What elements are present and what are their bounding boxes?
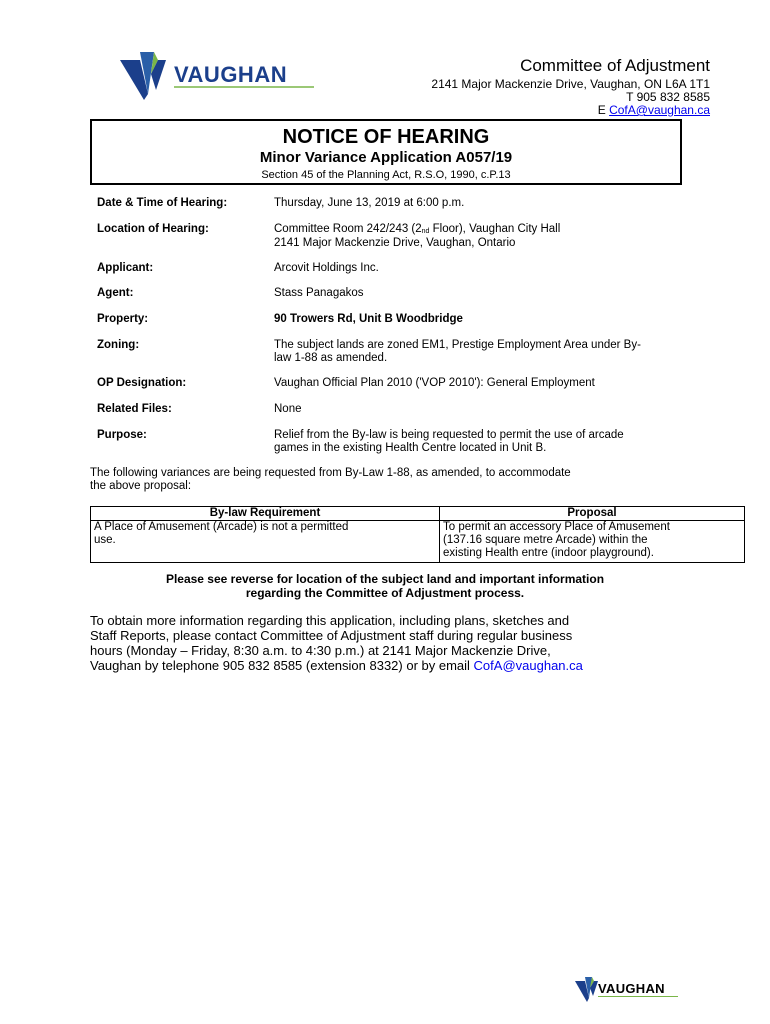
property-value: 90 Trowers Rd, Unit B Woodbridge xyxy=(274,313,463,325)
zoning-value: The subject lands are zoned EM1, Prestige Employment Area under By- law 1-88 as amended. xyxy=(274,339,641,364)
application-number: Minor Variance Application A057/19 xyxy=(259,149,513,166)
office-phone: T 905 832 8585 xyxy=(626,90,710,104)
more-info-paragraph: To obtain more information regarding this application, including plans, sketches and Staff Reports, please contact Committee of Adjustment staff during regular business hours (Monday – Friday, 8:30 a.m. to 4:30 p.m.) at 2141 Major Mackenzie Drive, Vaughan by telephone 905 832 8585 (extension 8332) or by email CofA@vaughan.ca xyxy=(90,613,583,673)
op-designation-value: Vaughan Official Plan 2010 ('VOP 2010'): General Employment xyxy=(274,377,595,389)
op-designation-label: OP Designation: xyxy=(97,377,187,389)
related-files-value: None xyxy=(274,403,302,415)
related-files-label: Related Files: xyxy=(97,403,172,415)
location-line-2: 2141 Major Mackenzie Drive, Vaughan, Ontario xyxy=(274,237,516,249)
purpose-value: Relief from the By-law is being requested to permit the use of arcade games in the existing Health Centre located in Unit B. xyxy=(274,429,624,454)
footer-logo-underline xyxy=(598,996,678,997)
purpose-label: Purpose: xyxy=(97,429,147,441)
office-address: 2141 Major Mackenzie Drive, Vaughan, ON L6A 1T1 xyxy=(431,77,710,91)
requirement-cell: A Place of Amusement (Arcade) is not a permitted use. xyxy=(91,521,440,563)
date-label: Date & Time of Hearing: xyxy=(97,197,228,209)
agent-label: Agent: xyxy=(97,287,134,299)
location-value xyxy=(274,223,724,250)
notice-box xyxy=(90,119,682,185)
proposal-cell: To permit an accessory Place of Amusement (137.16 square metre Arcade) within the existing Health entre (indoor playground). xyxy=(440,521,745,563)
vaughan-logo-mark-icon xyxy=(574,976,600,1002)
planning-act-section: Section 45 of the Planning Act, R.S.O, 1990, c.P.13 xyxy=(261,169,511,181)
notice-title: NOTICE OF HEARING xyxy=(282,126,490,148)
requirement-header: By-law Requirement xyxy=(91,507,440,521)
office-email-link[interactable]: CofA@vaughan.ca xyxy=(609,103,710,117)
zoning-label: Zoning: xyxy=(97,339,140,351)
footer-logo xyxy=(574,976,684,1002)
contact-email-link[interactable]: CofA@vaughan.ca xyxy=(473,658,583,673)
table-header-row xyxy=(91,507,745,521)
vaughan-logo xyxy=(118,50,318,100)
reverse-note: Please see reverse for location of the subject land and important information regarding the Committee of Adjustment process. xyxy=(165,572,605,600)
office-title: Committee of Adjustment xyxy=(520,56,710,75)
property-label: Property: xyxy=(97,313,149,325)
location-label: Location of Hearing: xyxy=(97,223,209,235)
email-prefix: E xyxy=(597,103,610,117)
variance-intro: The following variances are being requested from By-Law 1-88, as amended, to accommodate the above proposal: xyxy=(90,467,571,492)
applicant-value: Arcovit Holdings Inc. xyxy=(274,262,379,274)
applicant-label: Applicant: xyxy=(97,262,154,274)
contact-block xyxy=(431,56,710,117)
location-line-1: Committee Room 242/243 ($2_{nd}$ Floor), Vaughan City Hall xyxy=(274,223,561,235)
table-row xyxy=(91,521,745,563)
office-email-line xyxy=(431,104,710,117)
date-value: Thursday, June 13, 2019 at 6:00 p.m. xyxy=(274,197,465,209)
footer-logo-wordmark: VAUGHAN xyxy=(598,981,665,996)
logo-wordmark: VAUGHAN xyxy=(174,62,288,87)
proposal-header: Proposal xyxy=(440,507,745,521)
variance-table xyxy=(90,506,745,563)
agent-value: Stass Panagakos xyxy=(274,287,364,299)
